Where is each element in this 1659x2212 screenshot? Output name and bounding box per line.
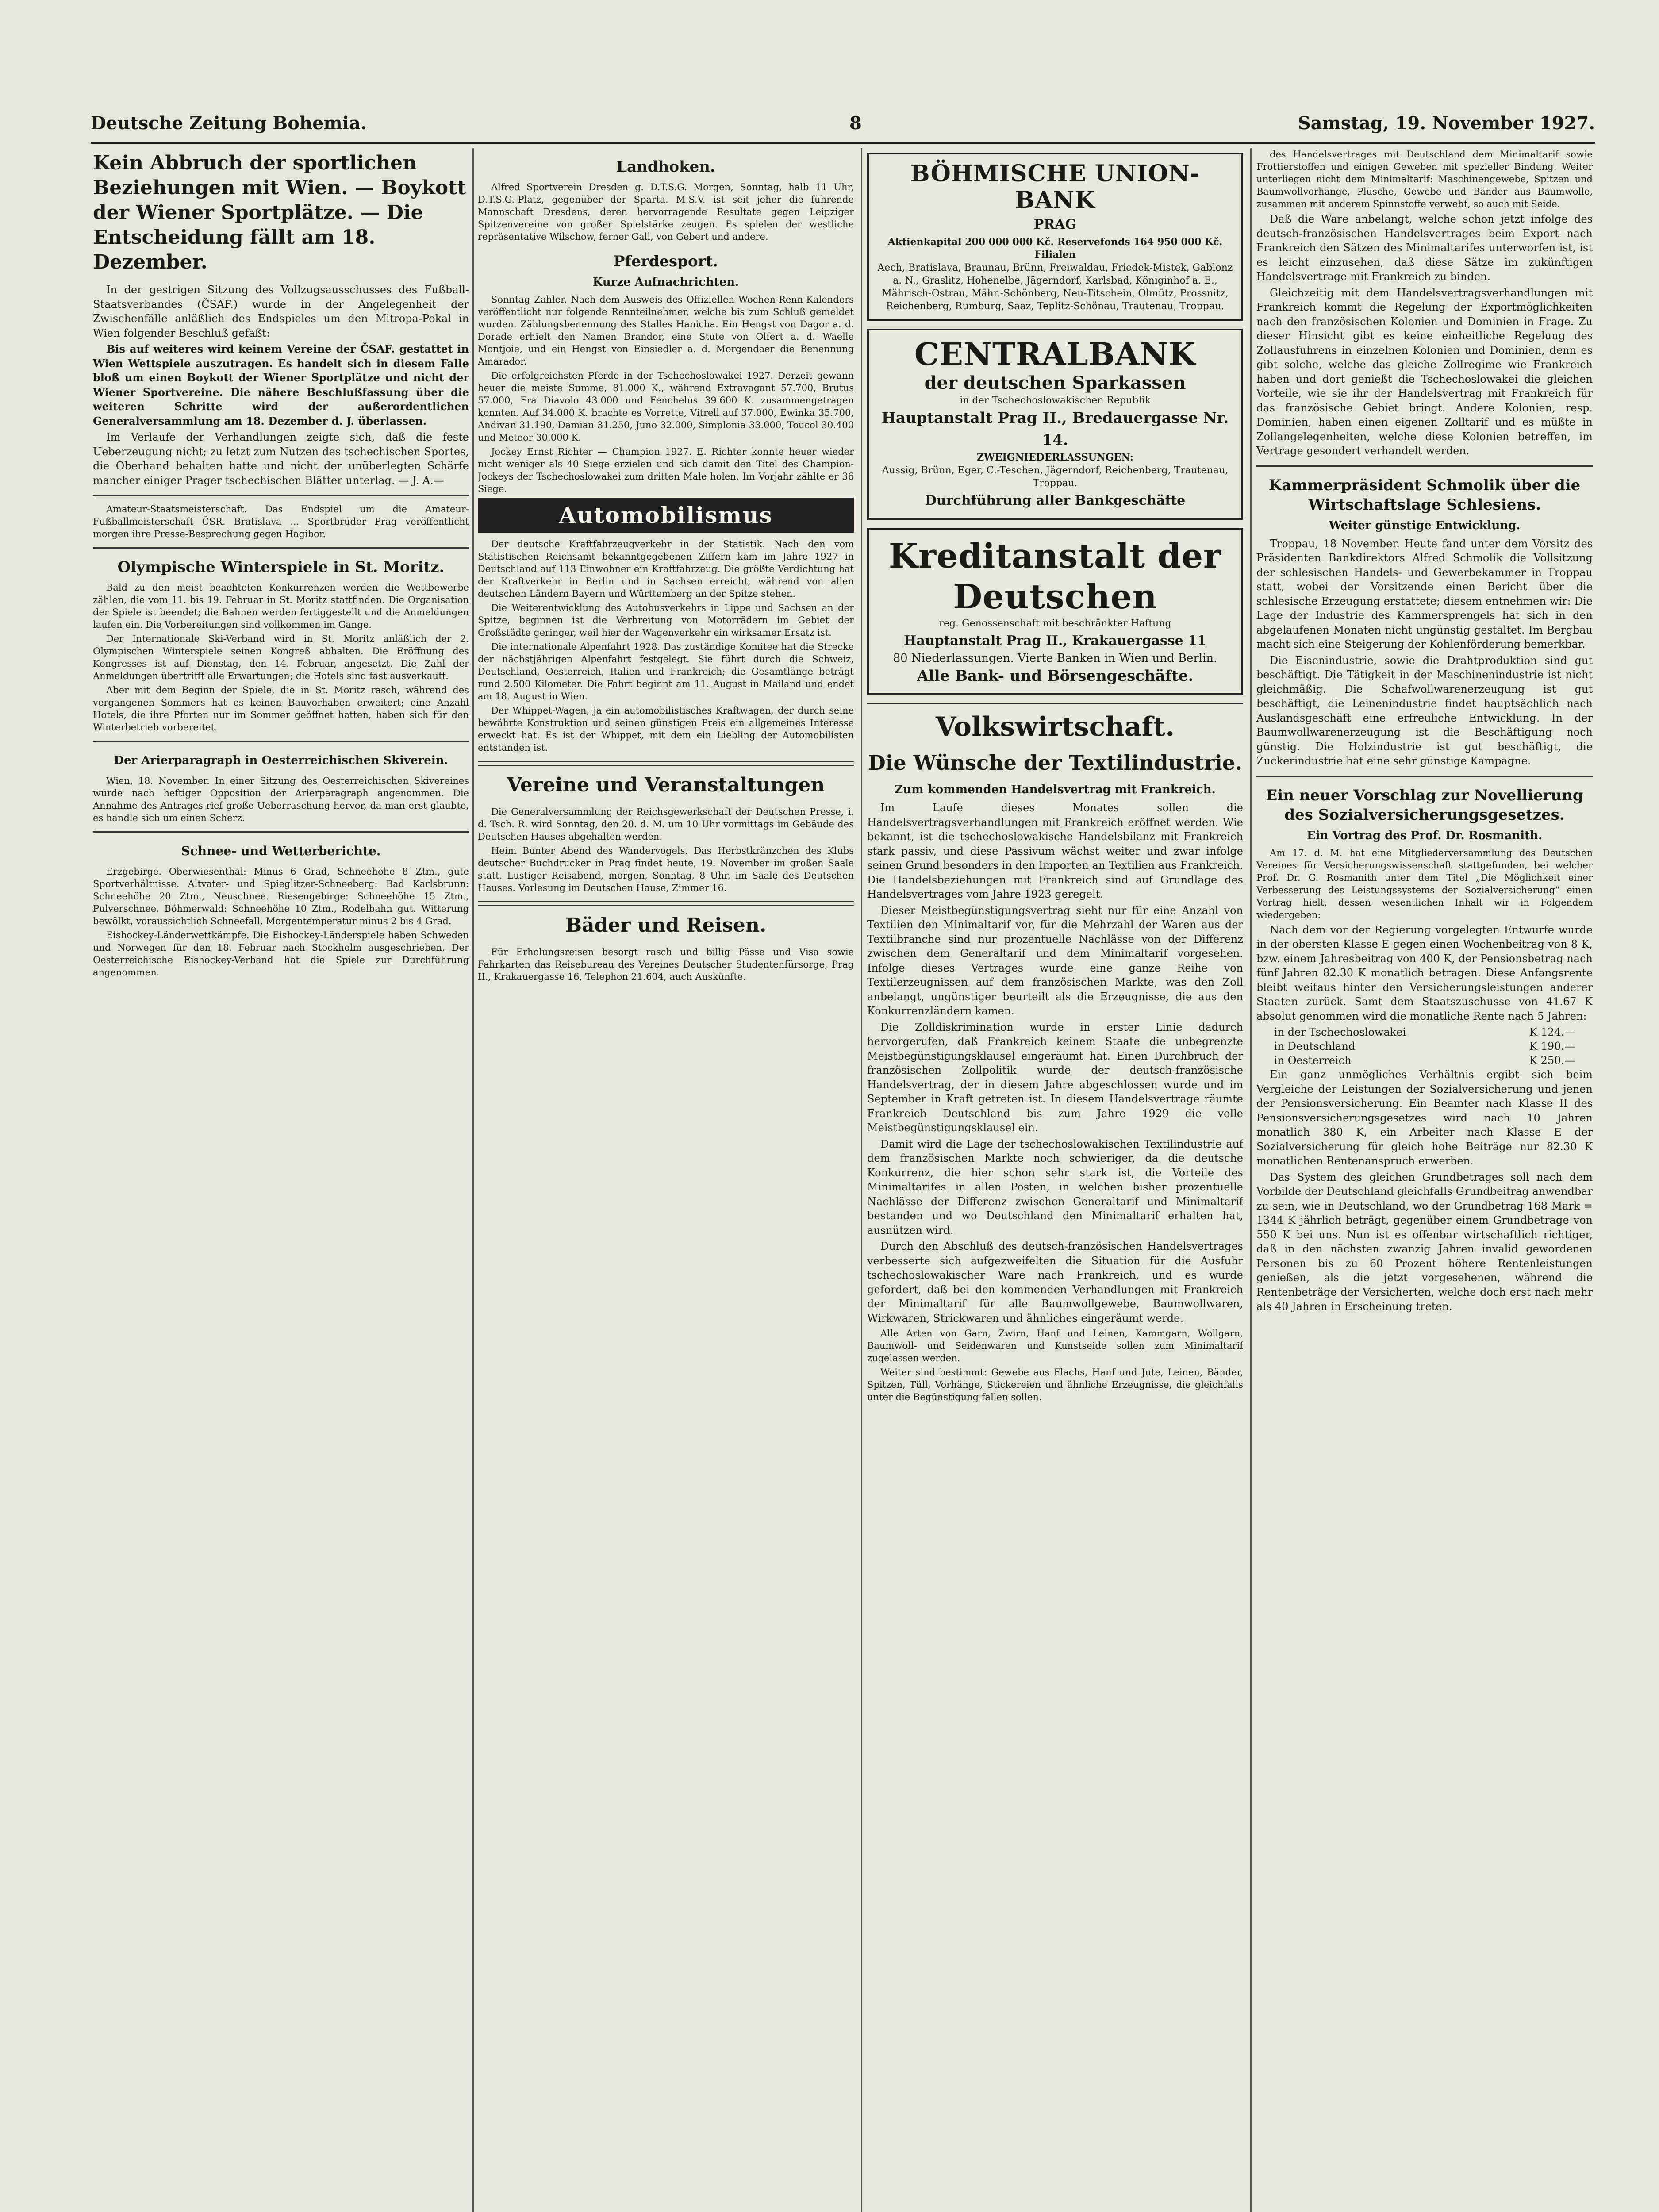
issue-date: Samstag, 19. November 1927. [1298,113,1595,134]
paragraph: Die Weiterentwicklung des Autobusverkehrs in Lippe und Sachsen an der Spitze, beginnen ist die Verbreitung von Motorrädern im Gebiet der Großstädte geringer, weil hier der Wagenverkehr ein wirksamer Ersatz ist. [478,603,854,638]
section-banner-automobilismus: Automobilismus [478,498,854,533]
column-4 [1256,148,1593,2212]
subheading: Kurze Aufnachrichten. [592,276,739,289]
paragraph: Aber mit dem Beginn der Spiele, die in St. Moritz rasch, während des vergangenen Sommers hat es keinen Bauvorhaben erweitert; eine Anzahl Hotels, die ihre Pforten nur im Sommer geöffnet hatten, haben sich für den Winterbetrieb vorbereitet. [93,685,469,733]
paragraph-bold: Bis auf weiteres wird keinem Vereine der ČSAF. gestattet in Wien Wettspiele auszutragen. Es handelt sich in diesem Falle bloß um einen Boykott der Wiener Sportplätze und nicht der Wiener Sportvereine. Die nähere Beschlußfassung über die weiteren Schritte wird der außerordentlichen Generalversammlung am 18. Dezember d. J. überlassen. [93,342,469,427]
paragraph: des Handelsvertrages mit Deutschland dem Minimaltarif sowie Frottierstoffen und einigen Geweben mit spezieller Bindung. Weiter unterliegen nicht dem Minimaltarif: Maschinengewebe, Spitzen und Baumwollvorhänge, Plüsche, Gewebe und Bänder aus Baumwolle, zusammen mit anderem Spinnstoffe verwebt, so auch mit Seide. [1256,149,1593,209]
ad-slogan: Durchführung aller Bankgeschäfte [925,493,1186,508]
paragraph: Im Laufe dieses Monates sollen die Handelsvertragsverhandlungen mit Frankreich eröffnet werden. Wie bekannt, ist die tschechoslowakische Handelsbilanz mit Frankreich stark passiv, und diese Passivum wächst weiter und zwar infolge seinen Grund besonders in den Importen an Textilien aus Frankreich. Die Handelsbeziehungen mit Frankreich sind auf Grundlage des Handelsvertrages vom Jahre 1923 geregelt. [867,802,1243,900]
paragraph: Das System des gleichen Grundbetrages soll nach dem Vorbilde der Deutschland gleichfalls Grundbeitrag anwendbar zu sein, wie in Deutschland, wo der Grundbetrag 168 Mark = 1344 K jährlich beträgt, gegenüber einem Grundbetrage von 550 K bei uns. Nun ist es offenbar wirtschaftlich richtiger, daß in den nächsten zwanzig Jahren invalid gewordenen Personen bis zu 60 Prozent höhere Rentenleistungen genießen, als die jetzt vorgesehenen, während die Rentenbeträge der Versicherten, welche doch erst nach mehr als 40 Jahren in Erscheinung treten. [1256,1171,1593,1313]
headline-textilindustrie: Die Wünsche der Textilindustrie. [868,751,1243,775]
paragraph: Die Generalversammlung der Reichsgewerkschaft der Deutschen Presse, i. d. Tsch. R. wird Sonntag, den 20. d. M. um 10 Uhr vormittags im Gebäude des Deutschen Hauses abgehalten werden. [478,806,854,842]
ad-title: Kreditanstalt der Deutschen [888,536,1222,616]
paragraph: Am 17. d. M. hat eine Mitgliederversammlung des Deutschen Vereines für Versicherungswissenschaft stattgefunden, bei welcher Prof. Dr. G. Rosmanith unter dem Titel „Die Möglichkeit einer Verbesserung des Leistungssystems der Sozialversicherung“ einen Vortrag hielt, dessen wesentlichen Inhalt wir in Folgendem wiedergeben: [1256,847,1593,920]
paragraph: Nach dem vor der Regierung vorgelegten Entwurfe wurde in der obersten Klasse E gegen einen Wochenbeitrag von 8 K, bzw. einem Jahresbeitrag von 400 K, der Pensionsbetrag nach fünf Jahren 82.30 K monatlich betragen. Diese Anfangsrente bleibt weitaus hinter den Versicherungsleistungen anderer Staaten zurück. Samt dem Staatszuschusse von 41.67 K absolut genommen wird die monatliche Rente nach 5 Jahren: [1256,923,1593,1022]
pension-row [1256,1025,1593,1039]
ad-branches-label: Filialen [1034,249,1076,261]
ad-branches: Aech, Bratislava, Braunau, Brünn, Freiwaldau, Friedek-Mistek, Gablonz a. N., Graslitz, Hohenelbe, Jägerndorf, Karlsbad, Königinhof a. E., Mährisch-Ostrau, Mähr.-Schönberg, Neu-Titschein, Olmütz, Prossnitz, Reichenberg, Rumburg, Saaz, Teplitz-Schönau, Trautenau, Troppau. [877,262,1233,312]
pension-comparison [1256,1025,1593,1068]
paragraph: Amateur-Staatsmeisterschaft. Das Endspiel um die Amateur-Fußballmeisterschaft ČSR. Bratislava ... Sportbrüder Prag veröffentlicht morgen ihre Presse-Besprechung gegen Hagibor. [93,504,469,539]
paragraph: Im Verlaufe der Verhandlungen zeigte sich, daß die feste Ueberzeugung nicht; zu letzt zum Nutzen des tschechischen Sportes, die Oberhand behalten hatte und nicht der unüberlegten Schärfe mancher einiger Prager tschechischen Blätter unterlag. — J. A.— [93,431,469,487]
ad-address: Hauptanstalt Prag II., Bredauergasse Nr. 14. [881,409,1229,449]
divider [93,831,469,833]
pension-country: in Deutschland [1274,1040,1356,1052]
paragraph: Ein ganz unmögliches Verhältnis ergibt sich beim Vergleiche der Leistungen der Sozialversicherung und jenen der Pensionsversicherung. Ein Beamter nach Klasse II des Pensionsversicherungsgesetzes wird nach 10 Jahren monatlich 380 K, ein Arbeiter nach Klasse E der Sozialversicherung für gleich hohe Beiträge nur 82.30 K monatlichen Rentenanspruch erwerben. [1256,1068,1593,1167]
paragraph: Weiter sind bestimmt: Gewebe aus Flachs, Hanf und Jute, Leinen, Bänder, Spitzen, Tüll, Vorhänge, Stickereien und ähnliche Erzeugnisse, die gleichfalls unter die Begünstigung fallen sollen. [867,1367,1243,1402]
paragraph: Erzgebirge. Oberwiesenthal: Minus 6 Grad, Schneehöhe 8 Ztm., gute Sportverhältnisse. Altvater- und Spieglitzer-Schneeberg: Bad Karlsbrunn: Schneehöhe 20 Ztm., Neuschnee. Riesengebirge: Schneehöhe 15 Ztm., Pulverschnee. Böhmerwald: Schneehöhe 10 Ztm., Rodelbahn gut. Witterung bewölkt, voraussichtlich Schneefall, Morgentemperatur minus 2 bis 4 Grad. [93,866,469,926]
paragraph: Der Whippet-Wagen, ja ein automobilistisches Kraftwagen, der durch seine bewährte Konstruktion und seinen günstigen Preis ein allgemeines Interesse erweckt hat. Es ist der Whippet, mit dem ein Liebling der Automobilisten entstanden ist. [478,705,854,753]
ad-branches: Aussig, Brünn, Eger, C.-Teschen, Jägerndorf, Reichenberg, Trautenau, Troppau. [882,465,1229,489]
ad-subtitle: der deutschen Sparkassen [924,373,1186,393]
divider [1256,776,1593,777]
paragraph: Die internationale Alpenfahrt 1928. Das zuständige Komitee hat die Strecke der nächstjährigen Alpenfahrt festgelegt. Sie führt durch die Schweiz, Deutschland, Oesterreich, Italien und Frankreich; die Gesamtlänge beträgt rund 2.500 Kilometer. Die Fahrt beginnt am 11. August in Mailand und endet am 18. August in Wien. [478,641,854,702]
paragraph: Der deutsche Kraftfahrzeugverkehr in der Statistik. Nach den vom Statistischen Reichsamt bekanntgegebenen Ziffern kam im Jahre 1927 in Deutschland auf 113 Einwohner ein Kraftfahrzeug. Die größte Verdichtung hat der Kraftverkehr in Berlin und in Sachsen erreicht, während von allen deutschen Ländern Bayern und Württemberg an der Spitze stehen. [478,539,854,599]
ad-capital: Aktienkapital 200 000 000 Kč. Reservefonds 164 950 000 Kč. [887,236,1223,248]
paragraph: Troppau, 18 November. Heute fand unter dem Vorsitz des Präsidenten Bankdirektors Alfred Schmolik die Vollsitzung der schlesischen Handels- und Gewerbekammer in Troppau statt, wobei der Vorsitzende einen Bericht über die schlesische Erzeugung erstattete; diesem entnehmen wir: Die Lage der Industrie des Kammersprengels hat sich in den abgelaufenen Monaten nicht ungünstig gestaltet. Im Bergbau macht sich eine Steigerung der Kohlenförderung bemerkbar. [1256,537,1593,650]
subheading: Zum kommenden Handelsvertrag mit Frankreich. [895,783,1216,796]
paragraph: Dieser Meistbegünstigungsvertrag sieht nur für eine Anzahl von Textilien den Minimaltarif vor, für die Mehrzahl der Waren aus der Textilbranche sind nur prozentuelle Nachlässe von der Differenz zwischen dem Generaltarif und dem Minimaltarif vorgesehen. Infolge dieses Vertrages wurde eine ganze Reihe von Textilerzeugnissen auf dem französischen Markte, was den Zoll anbelangt, ungünstiger beurteilt als die Erzeugnisse, die aus den Konkurrenzländern kamen. [867,904,1243,1017]
paragraph: Gleichzeitig mit dem Handelsvertragsverhandlungen mit Frankreich kommt die Regelung der Exportmöglichkeiten nach den französischen Kolonien und Dominien in Frage. Zu dieser Hinsicht gibt es keine einheitliche Regelung des Zollausfuhrens in einzelnen Kolonien und Dominien, denn es gibt solche, welche das gleiche Zollregime wie Frankreich haben und dort genießt die Tschechoslowakei die gleichen Vorteile, wie sie ihr der Handelsvertrag mit Frankreich für das französische Gebiet bringt. Andere Kolonien, resp. Dominien, haben einen eigenen Zolltarif und es müßte in Zollangelegenheiten, welche diese Kolonien betreffen, im Vertrage gesondert verhandelt werden. [1256,286,1593,457]
headline-schmolik: Kammerpräsident Schmolik über die Wirtschaftslage Schlesiens. [1268,476,1581,514]
paragraph: Damit wird die Lage der tschechoslowakischen Textilindustrie auf dem französischen Markte noch schwieriger, da die deutsche Konkurrenz, die hier schon sehr stark ist, die Vorteile des Minimaltarifes in allen Posten, in welchen bisher prozentuelle Nachlässe der Differenz zwischen Generaltarif und Minimaltarif bestanden und wo Deutschland den Minimaltarif erhalten hat, ausnützen wird. [867,1137,1243,1237]
paragraph: Wien, 18. November. In einer Sitzung des Oesterreichischen Skivereines wurde nach heftiger Opposition der Arierparagraph angenommen. Die Annahme des Antrages rief große Ueberraschung hervor, da man erst glaubte, es handle sich um einen Scherz. [93,776,469,823]
column-divider [472,148,474,2212]
section-landhockey: Landhoken. [616,158,715,176]
page-number: 8 [849,113,862,134]
paragraph: Durch den Abschluß des deutsch-französischen Handelsvertrages verbesserte sich aufgezweifelten die Situation für die Ausfuhr tschechoslowakischer Ware nach Frankreich, und es wurde gefordert, daß bei den kommenden Verhandlungen mit Frankreich der Minimaltarif für alle Baumwollgewebe, Baumwollwaren, Wirkwaren, Strickwaren und ähnliches eingeräumt werde. [867,1240,1243,1325]
paragraph: Die Zolldiskrimination wurde in erster Linie dadurch hervorgerufen, daß Frankreich keinem Staate die unbegrenzte Meistbegünstigungsklausel eingeräumt hat. Einen Durchbruch der französischen Zollpolitik wurde der deutsch-französische Handelsvertrag, der in diesem Jahre abgeschlossen wurde und im September in Kraft getreten ist. In diesem Handelsvertrage räumte Frankreich Deutschland bis zum Jahre 1929 die volle Meistbegünstigungsklausel ein. [867,1021,1243,1134]
paragraph: Der Internationale Ski-Verband wird in St. Moritz anläßlich der 2. Olympischen Winterspiele seinen Kongreß abhalten. Die Eröffnung des Kongresses ist auf Dienstag, den 14. Februar, angesetzt. Die Zahl der Anmeldungen übertrifft alle Erwartungen; die Hotels sind fast ausverkauft. [93,634,469,681]
column-divider [861,148,862,2212]
headline-weather: Schnee- und Wetterberichte. [181,844,381,858]
ad-kreditanstalt [867,528,1243,695]
pension-value: K 250.— [1529,1054,1575,1067]
section-baeder: Bäder und Reisen. [565,914,767,937]
headline-skiverein: Der Arierparagraph in Oesterreichischen Skiverein. [114,754,448,767]
pension-country: in der Tschechoslowakei [1274,1026,1406,1038]
pension-country: in Oesterreich [1274,1054,1352,1067]
subheading: Ein Vortrag des Prof. Dr. Rosmanith. [1306,829,1543,842]
ad-address: Hauptanstalt Prag II., Krakauergasse 11 [904,633,1206,649]
ad-country: in der Tschechoslowakischen Republik [960,395,1151,406]
headline-olympics: Olympische Winterspiele in St. Moritz. [117,558,445,576]
pension-value: K 124.— [1529,1026,1575,1038]
ad-slogan: Alle Bank- und Börsengeschäfte. [917,667,1194,685]
paragraph: Eishockey-Länderwettkämpfe. Die Eishockey-Länderspiele haben Schweden und Norwegen für den 18. Februar nach Stockholm ausgeschrieben. Der Oesterreichische Eishockey-Verband hat die Spiele zur Durchführung angenommen. [93,930,469,978]
paragraph: Heim Bunter Abend des Wandervogels. Das Herbstkränzchen des Klubs deutscher Buchdrucker in Prag findet heute, 19. November im großen Saale statt. Lustiger Reisabend, morgen, Sonntag, 8 Uhr, im Saale des Deutschen Hauses. Vorlesung im Deutschen Hause, Zimmer 16. [478,845,854,893]
paragraph: Jockey Ernst Richter — Champion 1927. E. Richter konnte heuer wieder nicht weniger als 40 Siege erzielen und sich damit den Titel des Champion-Jockeys der Tschechoslowakei zum dritten Male holen. Im Vorjahr zählte er 36 Siege. [478,446,854,494]
section-vereine: Vereine und Veranstaltungen [507,774,825,796]
paragraph: Daß die Ware anbelangt, welche schon jetzt infolge des deutsch-französischen Handelsvertrages beim Export nach Frankreich den Sätzen des Minimaltarifes unterworfen ist, ist es leicht einzusehen, daß diese Sätze im zukünftigen Handelsvertrage mit Frankreich zu binden. [1256,213,1593,283]
column-3 [867,148,1243,2212]
ad-note: reg. Genossenschaft mit beschränkter Haftung [939,618,1171,629]
ad-city: PRAG [1033,217,1077,232]
paragraph: Sonntag Zahler. Nach dem Ausweis des Offiziellen Wochen-Renn-Kalenders veröffentlicht nur folgende Rennteilnehmer, welche bis zum Schluß gemeldet wurden. Zählungsbenennung des Stalles Hanicha. Ein Hengst von Dagor a. d. Dorade erhielt den Namen Brandor, eine Stute von Olfert a. d. Waelle Montjoie, und ein Hengst von Einsiedler a. d. Morgendaer die Benennung Amarador. [478,294,854,367]
divider [93,495,469,496]
ad-branches-label: ZWEIGNIEDERLASSUNGEN: [976,452,1134,463]
pension-row [1256,1053,1593,1068]
paragraph: In der gestrigen Sitzung des Vollzugsausschusses des Fußball-Staatsverbandes (ČSAF.) wurde in der Angelegenheit der Zwischenfälle anläßlich des Endspieles um den Mitropa-Pokal in Wien folgender Beschluß gefaßt: [93,284,469,339]
headline-sozialversicherung: Ein neuer Vorschlag zur Novellierung des Sozialversicherungsgesetzes. [1266,786,1583,824]
divider [93,547,469,549]
column-divider [1250,148,1252,2212]
column-2 [478,148,854,2212]
paragraph: Für Erholungsreisen besorgt rasch und billig Pässe und Visa sowie Fahrkarten das Reisebureau des Vereines Deutscher Studentenfürsorge, Prag II., Krakauergasse 16, Telephon 21.604, auch Auskünfte. [478,947,854,982]
divider [478,901,854,906]
subheading: Weiter günstige Entwicklung. [1329,518,1521,532]
paragraph: Alle Arten von Garn, Zwirn, Hanf und Leinen, Kammgarn, Wollgarn, Baumwoll- und Seidenwaren und Kunstseide sollen zum Minimaltarif zugelassen werden. [867,1328,1243,1363]
section-pferdesport: Pferdesport. [613,253,718,270]
ad-title: CENTRALBANK [914,336,1196,373]
ad-centralbank [867,329,1243,520]
headline-sports: Kein Abbruch der sportlichen Beziehungen mit Wien. — Boykott der Wiener Sportplätze. — Die Entscheidung fällt am 18. Dezember. [93,152,466,273]
ad-boehmische-union-bank [867,153,1243,321]
paragraph: Die erfolgreichsten Pferde in der Tschechoslowakei 1927. Derzeit gewann heuer die meiste Summe, 81.000 K., während Extravagant 57.700, Brutus 57.000, Fra Diavolo 43.000 und Fenchelus 39.600 K. zusammengetragen konnten. Auf 34.000 K. brachte es Vorrette, Vitrell auf 37.000, Ewinka 35.700, Andivan 31.190, Damian 31.250, Juno 32.000, Simplonia 33.000, Toucol 30.400 und Meteor 30.000 K. [478,370,854,443]
divider [478,761,854,766]
paragraph: Alfred Sportverein Dresden g. D.T.S.G. Morgen, Sonntag, halb 11 Uhr, D.T.S.G.-Platz, gegenüber der Sparta. M.S.V. ist seit jeher die führende Mannschaft Dresdens, deren hervorragende Resultate gegen Leipziger Spitzenvereine von großer Spielstärke zeugen. Es spielen der westliche repräsentative Wilschow, ferner Gall, von Gebert und andere. [478,182,854,242]
newspaper-name: Deutsche Zeitung Bohemia. [91,113,367,134]
pension-row [1256,1039,1593,1053]
page-header [91,113,1595,139]
divider [93,741,469,742]
paragraph: Bald zu den meist beachteten Konkurrenzen werden die Wettbewerbe zählen, die vom 11. bis 19. Februar in St. Moritz stattfinden. Die Organisation der Spiele ist beendet; die Bahnen werden fertiggestellt und die Anmeldungen laufen ein. Die Vorbereitungen sind vollkommen im Gange. [93,582,469,630]
section-volkswirtschaft: Volkswirtschaft. [935,711,1175,742]
pension-value: K 190.— [1529,1040,1575,1052]
ad-title: BÖHMISCHE UNION-BANK [910,160,1200,214]
ad-branches: 80 Niederlassungen. Vierte Banken in Wien und Berlin. [893,652,1217,665]
paragraph: Die Eisenindustrie, sowie die Drahtproduktion sind gut beschäftigt. Die Tätigkeit in der Maschinenindustrie ist nicht gleichmäßig. Die Schafwollwarenerzeugung ist gut beschäftigt, die Leinenindustrie findet hauptsächlich nach Auslandsgeschäft eine erfreuliche Entwicklung. In der Baumwollwarenerzeugung ist die Beschäftigung noch günstig. Die Holzindustrie ist gut beschäftigt, die Zuckerindustrie hat eine sehr günstige Kampagne. [1256,654,1593,767]
divider [1256,465,1593,467]
header-rule [91,142,1595,144]
divider [867,703,1243,704]
column-1 [93,148,469,2212]
